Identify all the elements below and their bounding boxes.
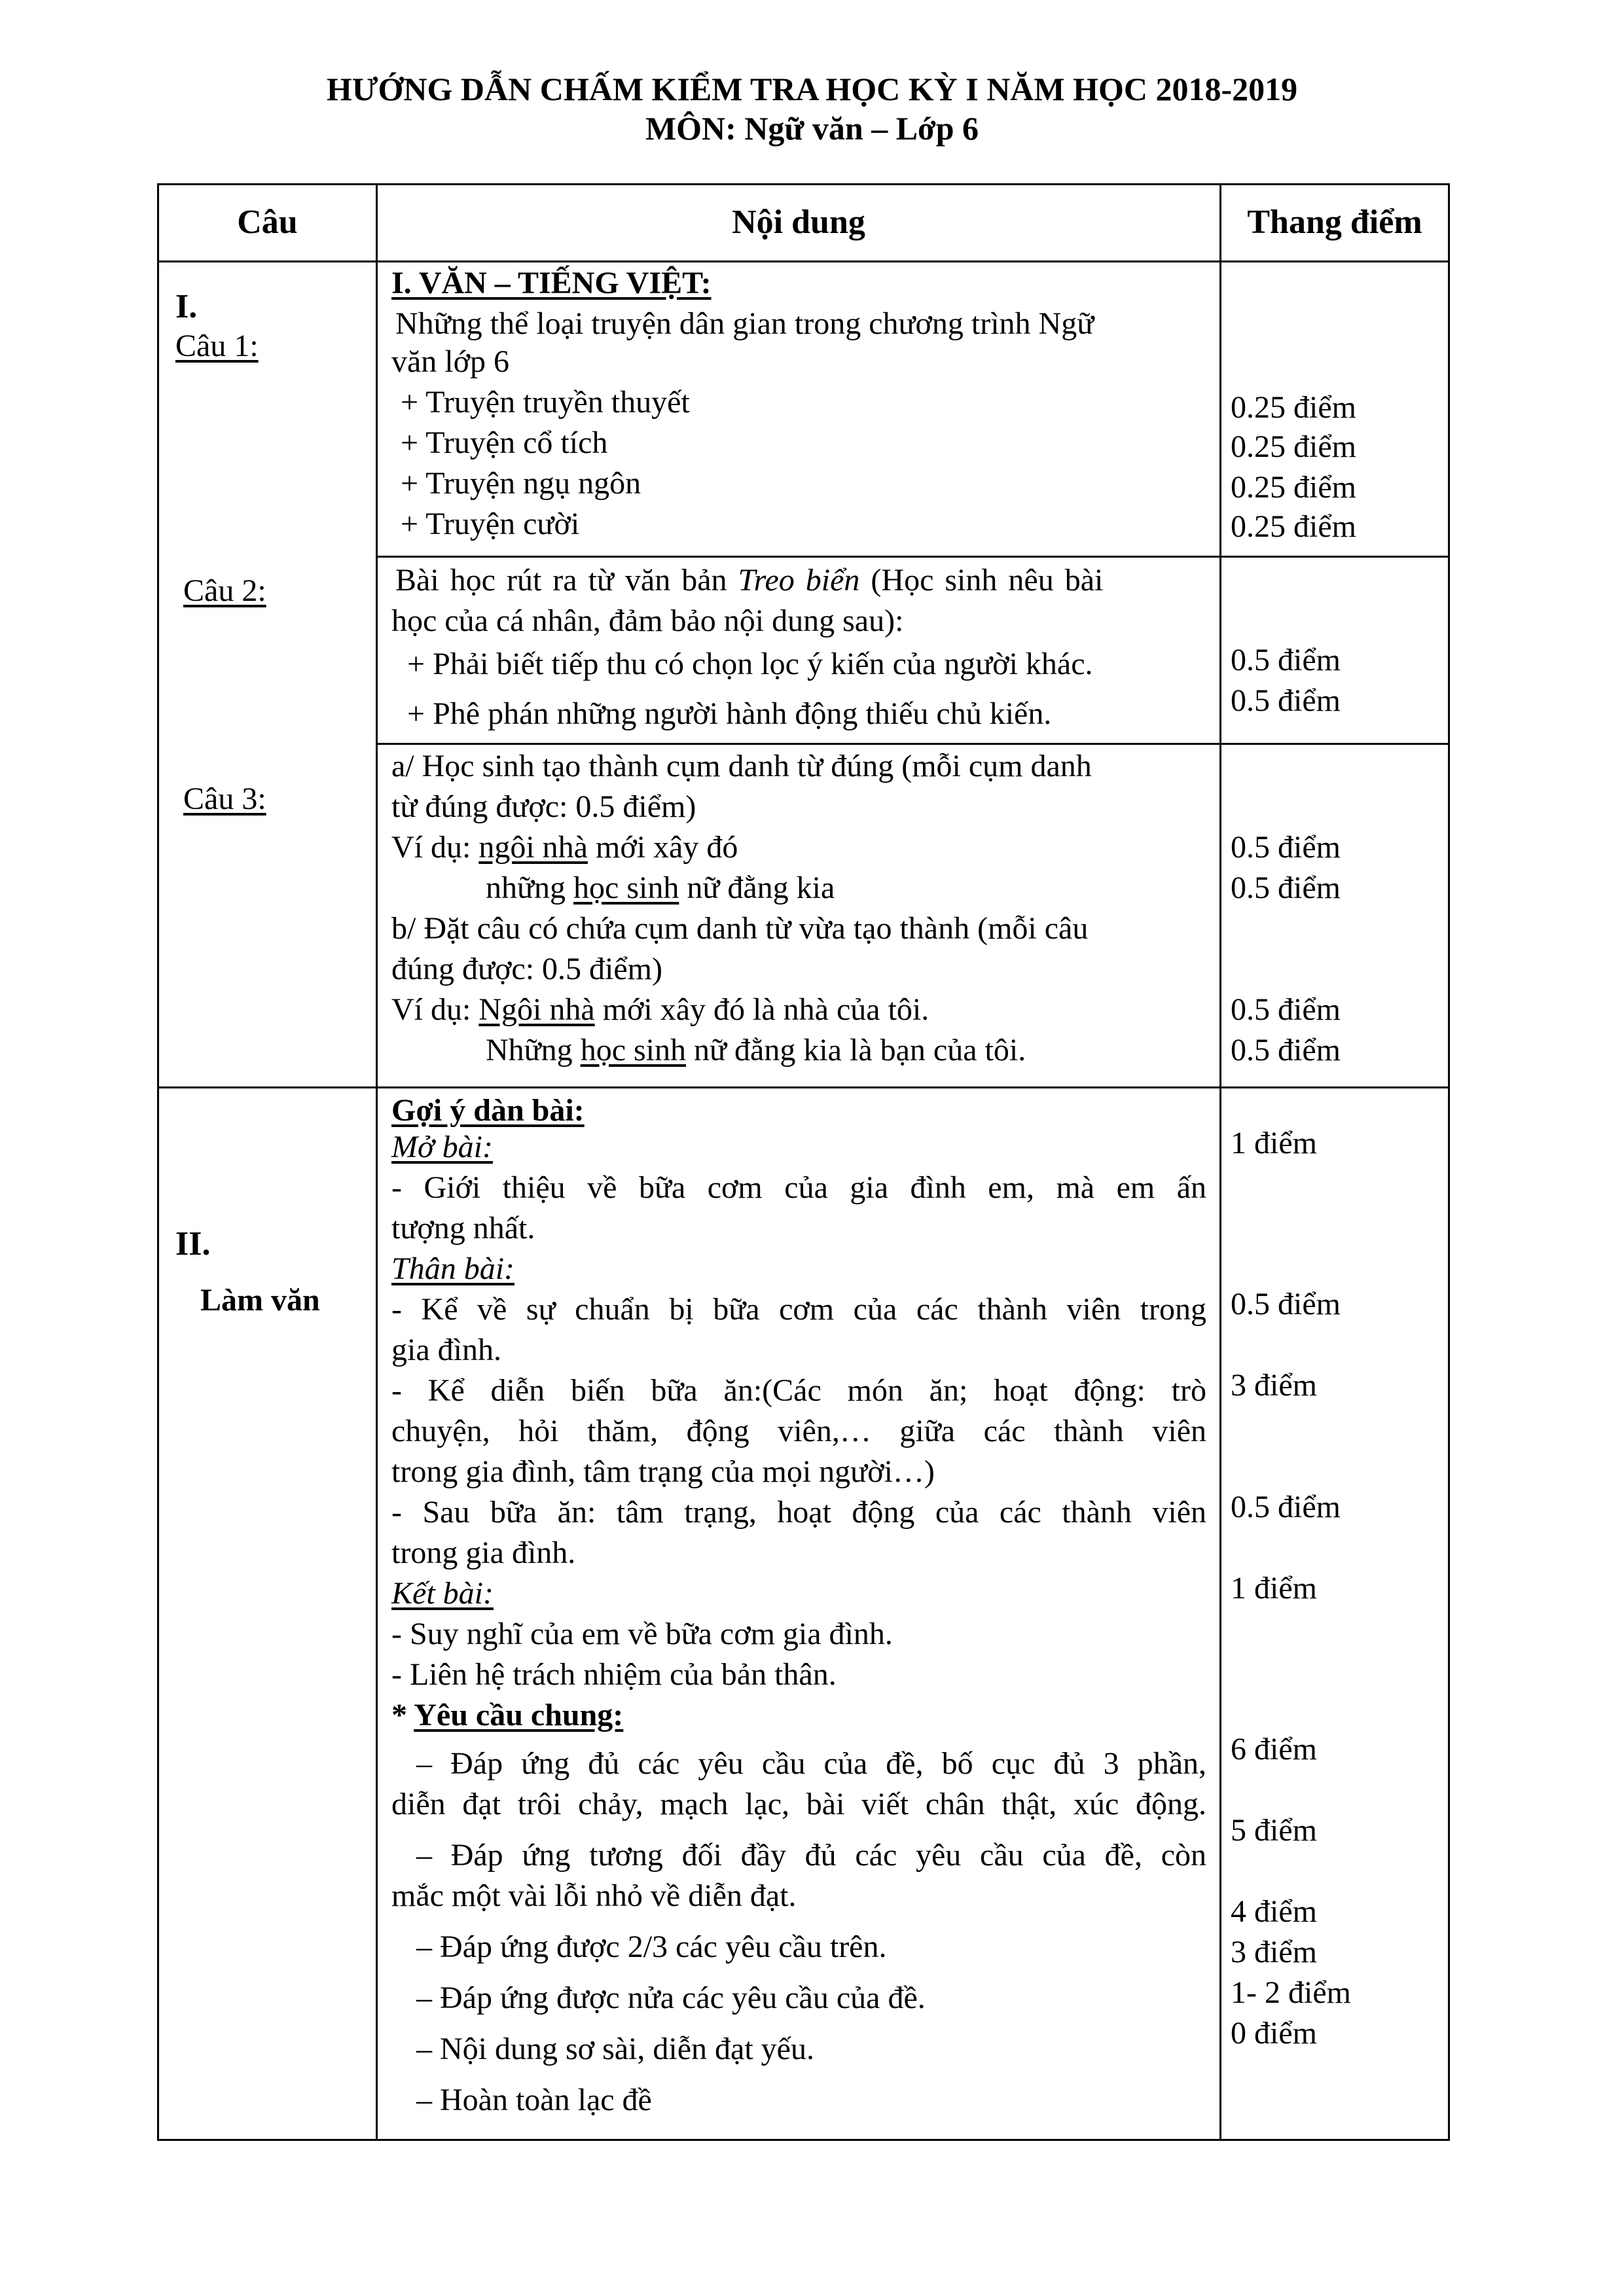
column-divider-2 xyxy=(1219,183,1221,2141)
table-border-top xyxy=(157,183,1450,185)
q1-score: 0.25 điểm xyxy=(1231,470,1356,505)
than-bai-heading: Thân bài: xyxy=(391,1251,515,1286)
q1-score: 0.25 điểm xyxy=(1231,509,1356,544)
row-divider-q1 xyxy=(376,556,1450,558)
q3-noun-underlined: học sinh xyxy=(580,1033,687,1067)
score-requirement-6: 0 điểm xyxy=(1231,2016,1317,2051)
ket-bai-heading: Kết bài: xyxy=(391,1576,494,1611)
requirement-line: diễn đạt trôi chảy, mạch lạc, bài viết chân thật, xúc động. xyxy=(391,1787,1206,1821)
document-title: HƯỚNG DẪN CHẤM KIỂM TRA HỌC KỲ I NĂM HỌC 2018-2019 xyxy=(326,71,1298,107)
mo-bai-line-2: tượng nhất. xyxy=(391,1211,535,1246)
q2-score: 0.5 điểm xyxy=(1231,643,1341,677)
q3-noun-underlined: ngôi nhà xyxy=(478,830,588,865)
q2-line-2: học của cá nhân, đảm bảo nội dung sau): xyxy=(391,603,904,638)
requirement-line: – Đáp ứng tương đối đầy đủ các yêu cầu của đề, còn xyxy=(416,1838,1206,1873)
mo-bai-heading: Mở bài: xyxy=(391,1130,493,1164)
part-1-label: I. xyxy=(175,288,198,325)
table-border-left xyxy=(157,183,159,2141)
q2-line-1-text-end: (Học sinh nêu bài xyxy=(859,563,1104,598)
score-requirement-1: 6 điểm xyxy=(1231,1732,1317,1767)
column-header-cau: Câu xyxy=(237,204,298,241)
requirement-line: – Hoàn toàn lạc đề xyxy=(416,2083,652,2117)
table-border-bottom xyxy=(157,2139,1450,2141)
score-mo-bai: 1 điểm xyxy=(1231,1126,1317,1160)
q2-line-1 xyxy=(395,560,1103,601)
q3-noun-underlined: Ngôi nhà xyxy=(478,992,595,1027)
q2-text-title: Treo biển xyxy=(738,563,860,598)
than-bai-line: gia đình. xyxy=(391,1333,501,1367)
document-subtitle: MÔN: Ngữ văn – Lớp 6 xyxy=(645,110,979,147)
than-bai-line: chuyện, hỏi thăm, động viên,… giữa các thành viên xyxy=(391,1414,1206,1448)
requirement-line: – Đáp ứng được nửa các yêu cầu của đề. xyxy=(416,1981,926,2015)
q3-example-3 xyxy=(391,990,929,1030)
column-header-noi-dung: Nội dung xyxy=(732,204,865,241)
q1-label: Câu 1: xyxy=(175,329,259,363)
q3-score: 0.5 điểm xyxy=(1231,870,1341,905)
q3-score: 0.5 điểm xyxy=(1231,1033,1341,1067)
than-bai-line: trong gia đình, tâm trạng của mọi người…) xyxy=(391,1454,935,1489)
q1-line: văn lớp 6 xyxy=(391,344,510,379)
score-requirement-3: 4 điểm xyxy=(1231,1894,1317,1929)
requirements-heading xyxy=(391,1695,623,1736)
q3-example-suffix: nữ đằng kia xyxy=(679,870,835,905)
q2-line-4: + Phê phán những người hành động thiếu chủ kiến. xyxy=(407,696,1052,731)
table-header-divider xyxy=(157,260,1450,262)
q3-part-a-line-2: từ đúng được: 0.5 điểm) xyxy=(391,789,696,824)
q1-line: + Truyện cười xyxy=(401,507,580,541)
score-requirement-4: 3 điểm xyxy=(1231,1935,1317,1969)
q3-example-2 xyxy=(486,868,835,908)
q3-example-suffix: mới xây đó xyxy=(587,830,738,865)
q3-score: 0.5 điểm xyxy=(1231,992,1341,1027)
q2-score: 0.5 điểm xyxy=(1231,683,1341,718)
requirement-line: – Đáp ứng được 2/3 các yêu cầu trên. xyxy=(416,1929,887,1964)
q1-line: + Truyện truyền thuyết xyxy=(401,385,690,420)
q1-line: + Truyện ngụ ngôn xyxy=(401,466,641,501)
column-divider-1 xyxy=(376,183,378,2141)
q3-example-suffix: mới xây đó là nhà của tôi. xyxy=(594,992,929,1027)
q3-example-suffix: nữ đằng kia là bạn của tôi. xyxy=(686,1033,1026,1067)
outline-heading: Gợi ý dàn bài: xyxy=(391,1093,585,1128)
q3-part-b-line-2: đúng được: 0.5 điểm) xyxy=(391,952,662,986)
row-divider-part2 xyxy=(157,1086,1450,1088)
q3-part-b-line-1: b/ Đặt câu có chứa cụm danh từ vừa tạo thành (mỗi câu xyxy=(391,911,1089,946)
score-than-bai-1: 0.5 điểm xyxy=(1231,1287,1341,1321)
score-than-bai-2: 3 điểm xyxy=(1231,1368,1317,1403)
q3-label: Câu 3: xyxy=(183,781,266,816)
q2-line-1-text: Bài học rút ra từ văn bản xyxy=(395,563,738,598)
q2-label: Câu 2: xyxy=(183,573,266,608)
q3-noun-underlined: học sinh xyxy=(573,870,679,905)
q3-example-prefix: những xyxy=(486,870,574,905)
requirement-line: – Đáp ứng đủ các yêu cầu của đề, bố cục đủ 3 phần, xyxy=(416,1746,1206,1781)
requirements-asterisk: * xyxy=(391,1698,414,1732)
q1-line: Những thể loại truyện dân gian trong chương trình Ngữ xyxy=(395,306,1094,341)
q1-line: + Truyện cổ tích xyxy=(401,425,608,460)
q2-line-3: + Phải biết tiếp thu có chọn lọc ý kiến của người khác. xyxy=(407,647,1093,681)
score-requirement-5: 1- 2 điểm xyxy=(1231,1975,1351,2010)
than-bai-line: - Kể về sự chuẩn bị bữa cơm của các thành viên trong xyxy=(391,1292,1206,1327)
q3-example-4 xyxy=(486,1030,1026,1071)
column-header-thang-diem: Thang điểm xyxy=(1247,204,1422,241)
than-bai-line: - Kể diễn biến bữa ăn:(Các món ăn; hoạt động: trò xyxy=(391,1373,1206,1408)
score-ket-bai: 1 điểm xyxy=(1231,1571,1317,1605)
than-bai-line: trong gia đình. xyxy=(391,1535,576,1570)
q3-example-prefix: Ví dụ: xyxy=(391,992,479,1027)
ket-bai-line: - Liên hệ trách nhiệm của bản thân. xyxy=(391,1657,837,1692)
requirement-line: mắc một vài lỗi nhỏ về diễn đạt. xyxy=(391,1878,797,1913)
score-than-bai-3: 0.5 điểm xyxy=(1231,1490,1341,1524)
ket-bai-line: - Suy nghĩ của em về bữa cơm gia đình. xyxy=(391,1617,893,1651)
row-divider-q2 xyxy=(376,743,1450,745)
part-2-label: II. xyxy=(175,1225,211,1263)
q3-example-prefix: Ví dụ: xyxy=(391,830,479,865)
q3-example-prefix: Những xyxy=(486,1033,581,1067)
table-border-right xyxy=(1448,183,1450,2141)
part-2-sublabel: Làm văn xyxy=(200,1283,320,1318)
part-1-heading: I. VĂN – TIẾNG VIỆT: xyxy=(391,266,712,300)
q3-part-a-line-1: a/ Học sinh tạo thành cụm danh từ đúng (mỗi cụm danh xyxy=(391,749,1092,783)
than-bai-line: - Sau bữa ăn: tâm trạng, hoạt động của các thành viên xyxy=(391,1495,1206,1530)
requirement-line: – Nội dung sơ sài, diễn đạt yếu. xyxy=(416,2032,814,2066)
mo-bai-line-1: - Giới thiệu về bữa cơm của gia đình em, mà em ấn xyxy=(391,1170,1206,1205)
q1-score: 0.25 điểm xyxy=(1231,390,1356,425)
score-requirement-2: 5 điểm xyxy=(1231,1813,1317,1848)
q3-example-1 xyxy=(391,827,738,868)
requirements-heading-text: Yêu cầu chung: xyxy=(414,1698,624,1732)
q3-score: 0.5 điểm xyxy=(1231,830,1341,865)
q1-score: 0.25 điểm xyxy=(1231,429,1356,464)
